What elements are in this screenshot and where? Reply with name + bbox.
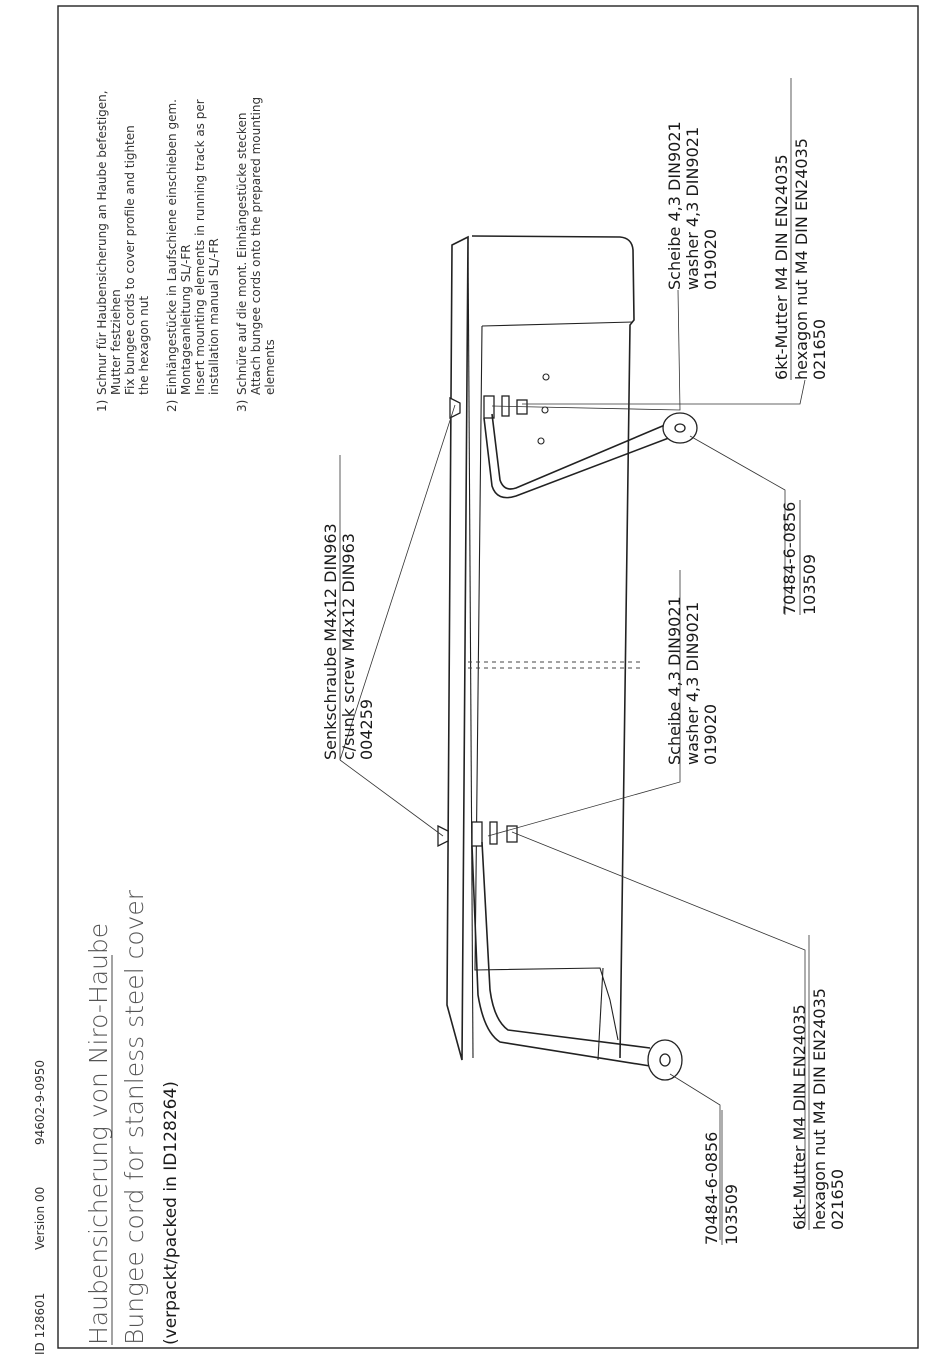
cover-flange-edge (468, 237, 473, 1058)
leader-cord-top (690, 436, 785, 615)
bottom-cord-eyelet (472, 822, 482, 846)
washer-top-part-no: 019020 (701, 228, 720, 290)
note-3-line-2: Attach bungee cords onto the prepared mounting (249, 96, 263, 395)
screw-label-de: Senkschraube M4x12 DIN963 (321, 523, 340, 760)
leader-washer-top (492, 290, 680, 410)
bottom-fastener-assembly (438, 822, 682, 1080)
note-2-line-1: Einhängestücke in Laufschiene einschieben gem. (165, 99, 179, 395)
title-english: Bungee cord for stanless steel cover (120, 889, 149, 1345)
leader-nut-bottom (512, 832, 805, 1225)
cord-top-article-no: 70484-6-0856 (780, 501, 799, 615)
screw-label-en: c/sunk screw M4x12 DIN963 (339, 533, 358, 760)
note-3-number: 3) (235, 399, 249, 412)
cover-flange-outline (447, 237, 468, 1060)
washer-mid-label-en: washer 4,3 DIN9021 (683, 601, 702, 765)
note-2-number: 2) (165, 399, 179, 412)
cover-channel-outer (472, 236, 634, 1058)
washer-top-label-en: washer 4,3 DIN9021 (683, 126, 702, 290)
screw-part-no: 004259 (357, 698, 376, 760)
cover-channel-inner (475, 326, 618, 1040)
top-bungee-cord-lower (484, 418, 674, 498)
bottom-bungee-cord-upper (482, 842, 650, 1048)
bottom-cord-end-hole (660, 1054, 670, 1066)
cover-channel-top-edge (482, 322, 633, 326)
mounting-hole (542, 407, 548, 413)
title-block (84, 889, 181, 1345)
title-packed-note: (verpackt/packed in ID128264) (161, 1081, 181, 1345)
leader-nut-top (522, 380, 805, 404)
note-2-line-2: Montageanleitung SL/-FR (179, 244, 193, 395)
leader-screw-bottom (340, 760, 443, 836)
note-1-line-3: Fix bungee cords to cover profile and tighten (123, 125, 137, 395)
washer-mid-label-de: Scheibe 4,3 DIN9021 (665, 596, 684, 765)
header-id: ID 128601 (33, 1292, 47, 1355)
title-german: Haubensicherung von Niro-Haube (84, 922, 113, 1345)
header-strip (33, 1060, 47, 1355)
nut-bottom-label-de: 6kt-Mutter M4 DIN EN24035 (790, 1004, 809, 1230)
top-fastener-assembly (450, 396, 697, 498)
leader-lines (340, 290, 805, 1240)
note-1-line-1: Schnur für Haubensicherung an Haube befestigen, (95, 90, 109, 395)
cover-channel-end (598, 968, 603, 1060)
assembly-notes (95, 90, 277, 412)
nut-bottom-label-en: hexagon nut M4 DIN EN24035 (810, 988, 829, 1230)
washer-top-label-de: Scheibe 4,3 DIN9021 (665, 121, 684, 290)
nut-top-label-de: 6kt-Mutter M4 DIN EN24035 (772, 154, 791, 380)
note-3-line-3: elements (263, 339, 277, 395)
cord-bottom-article-no: 70484-6-0856 (702, 1131, 721, 1245)
nut-top-label-en: hexagon nut M4 DIN EN24035 (792, 138, 811, 380)
leader-washer-mid (488, 570, 680, 836)
header-version: Version 00 (33, 1186, 47, 1250)
note-1-line-4: the hexagon nut (137, 295, 151, 395)
cord-top-part-no: 103509 (800, 553, 819, 615)
nut-bottom-part-no: 021650 (828, 1168, 847, 1230)
mounting-hole (538, 438, 544, 444)
cord-bottom-part-no: 103509 (722, 1183, 741, 1245)
note-2-line-4: installation manual SL/-FR (207, 238, 221, 395)
washer-mid-part-no: 019020 (701, 703, 720, 765)
note-1-line-2: Mutter festziehen (109, 289, 123, 395)
bottom-washer (490, 822, 497, 844)
note-3-line-1: Schnüre auf die mont. Einhängestücke stecken (235, 112, 249, 395)
header-drawing-number: 94602-9-0950 (33, 1059, 47, 1145)
top-cord-end-hole (675, 424, 685, 432)
mounting-hole (543, 374, 549, 380)
top-bungee-cord-upper (492, 414, 672, 489)
note-2-line-3: Insert mounting elements in running track as per (193, 99, 207, 395)
nut-top-part-no: 021650 (810, 318, 829, 380)
bottom-bungee-cord-lower (472, 846, 650, 1066)
note-1-number: 1) (95, 399, 109, 412)
